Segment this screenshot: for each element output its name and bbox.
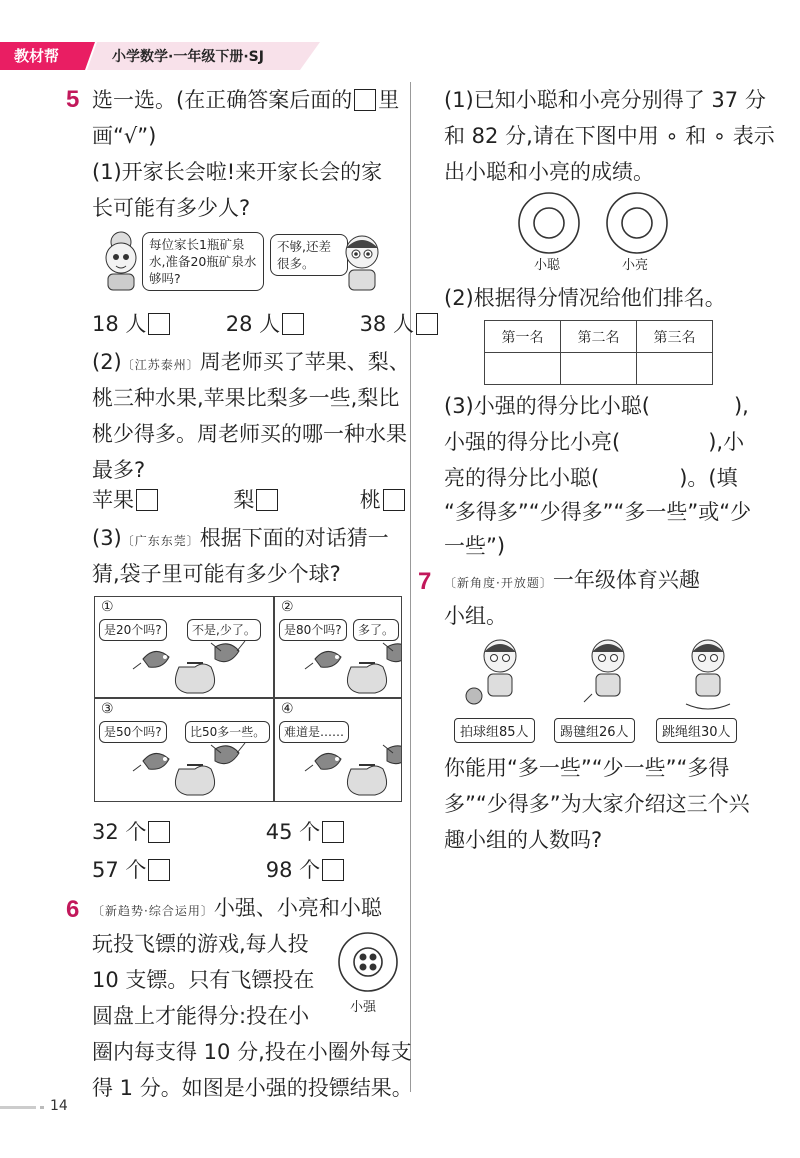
speech-bubble-child: 不够,还差很多。 [270, 234, 348, 276]
header-brand: 教材帮 [14, 47, 60, 65]
xiaocong-target [516, 190, 582, 274]
q6-r8: “多得多”“少得多”“多一些”或“少 [444, 500, 752, 524]
q5-line1: 选一选。(在正确答案后面的 [92, 88, 353, 112]
q5-p3-options-row2 [92, 852, 346, 888]
panel-4-label: ④ [281, 701, 294, 717]
rank-header-2: 第二名 [561, 321, 637, 353]
panel-3-answer: 比50多一些。 [185, 721, 270, 743]
q6-r4: (2)根据得分情况给他们排名。 [444, 286, 726, 310]
q6-r6-end: ),小 [708, 430, 745, 454]
q6-r1: (1)已知小聪和小亮分别得了 37 分 [444, 88, 766, 112]
rank-cell-2[interactable] [561, 353, 637, 385]
group-label-shuttlecock: 踢毽组26人 [554, 718, 635, 743]
checkbox-apple[interactable] [136, 489, 158, 511]
column-divider [410, 82, 411, 1092]
q5-p3-line1 [92, 520, 389, 559]
header-bar [0, 42, 320, 70]
page-number: 14 [50, 1098, 68, 1114]
checkbox-38[interactable] [416, 313, 438, 335]
q5-line2: 画“√”) [92, 124, 157, 148]
panel-3-label: ③ [101, 701, 114, 717]
option-18: 18 人 [92, 312, 147, 336]
q6-r7-text: 亮的得分比小聪( [444, 466, 600, 490]
q6-line5: 圈内每支得 10 分,投在小圈外每支 [92, 1040, 412, 1064]
q7-line4: 多”“少得多”为大家介绍这三个兴 [444, 792, 750, 816]
q6-number: 6 [66, 896, 80, 923]
q5-number: 5 [66, 86, 80, 113]
panel-2-answer: 多了。 [353, 619, 399, 641]
q5-p3-options-row1 [92, 814, 346, 850]
child-illustration [340, 232, 384, 294]
q6-text1: 小强、小亮和小聪 [213, 896, 382, 920]
checkbox-98[interactable] [322, 859, 344, 881]
q5-p1-options [92, 306, 440, 342]
panel-3-question: 是50个吗? [99, 721, 167, 743]
panel-1-question: 是20个吗? [99, 619, 167, 641]
checkbox-pear[interactable] [256, 489, 278, 511]
q6-tag: 〔新趋势·综合运用〕 [92, 904, 214, 918]
footer-line [0, 1106, 36, 1109]
q6-r9: 一些”) [444, 534, 506, 558]
rank-header-1: 第一名 [485, 321, 561, 353]
xiaoqiang-target [336, 930, 400, 1020]
dartboard-xiaocong[interactable] [516, 190, 582, 256]
q6-line1 [92, 890, 382, 929]
group-label-ball: 拍球组85人 [454, 718, 535, 743]
child-figure [340, 232, 384, 294]
dartboard-xiaoliang[interactable] [604, 190, 670, 256]
q5-p2-options [92, 482, 407, 518]
q5-line1b: 里 [378, 88, 400, 112]
rank-header-3: 第三名 [637, 321, 713, 353]
q7-line1 [444, 562, 700, 601]
speech-bubble-parent: 每位家长1瓶矿泉水,准备20瓶矿泉水够吗? [142, 232, 264, 291]
q7-text1: 一年级体育兴趣 [552, 568, 700, 592]
q5-p2-line1 [92, 344, 410, 383]
q7-number: 7 [418, 568, 432, 595]
q5-p1-line2: 长可能有多少人? [92, 196, 251, 220]
q7-line3: 你能用“多一些”“少一些”“多得 [444, 756, 730, 780]
option-32: 32 个 [92, 820, 147, 844]
q6-r3: 出小聪和小亮的成绩。 [444, 160, 654, 184]
q5-p3-line2: 猜,袋子里可能有多少个球? [92, 562, 341, 586]
q5-instruction [92, 82, 399, 118]
q6-r5 [444, 388, 749, 424]
option-28: 28 人 [225, 312, 281, 336]
option-38: 38 人 [359, 312, 414, 336]
checkbox-57[interactable] [148, 859, 170, 881]
header-series: 小学数学·一年级下册·SJ [112, 49, 264, 65]
q6-r5-text: (3)小强的得分比小聪( [444, 394, 650, 418]
q6-r7 [444, 460, 738, 496]
checkbox-28[interactable] [282, 313, 304, 335]
footer-dot [40, 1106, 44, 1109]
q5-p2-tag: 〔江苏泰州〕 [121, 358, 200, 372]
q5-p2-text1: 周老师买了苹果、梨、 [199, 350, 410, 374]
xiaoqiang-label: 小强 [350, 1000, 377, 1015]
q6-r2: 和 82 分,请在下图中用 ∘ 和 ∘ 表示 [444, 124, 775, 148]
panel-1-label: ① [101, 599, 114, 615]
q7-line2: 小组。 [444, 604, 507, 628]
rank-cell-3[interactable] [637, 353, 713, 385]
rank-cell-1[interactable] [485, 353, 561, 385]
dialogue-grid [94, 596, 402, 802]
q6-line6: 得 1 分。如图是小强的投镖结果。 [92, 1076, 413, 1100]
q7-tag: 〔新角度·开放题〕 [444, 576, 553, 590]
option-98: 98 个 [265, 858, 321, 882]
checkbox-45[interactable] [322, 821, 344, 843]
ranking-table [484, 320, 713, 385]
panel-1-answer: 不是,少了。 [187, 619, 261, 641]
checkbox-18[interactable] [148, 313, 170, 335]
q6-r5-end: ), [733, 394, 749, 418]
xiaoliang-label: 小亮 [622, 258, 649, 273]
q5-p2-line4: 最多? [92, 458, 146, 482]
checkbox-peach[interactable] [383, 489, 405, 511]
q6-r6-text: 小强的得分比小亮( [444, 430, 621, 454]
q5-p1-line1: (1)开家长会啦!来开家长会的家 [92, 160, 383, 184]
q5-p2-line2: 桃三种水果,苹果比梨多一些,梨比 [92, 386, 400, 410]
q5-p2-line3: 桃少得多。周老师买的哪一种水果 [92, 422, 407, 446]
xiaoliang-target [604, 190, 670, 274]
panel-2-label: ② [281, 599, 294, 615]
birds-and-bags-illustration [95, 597, 401, 801]
q6-line2: 玩投飞镖的游戏,每人投 [92, 932, 309, 956]
answer-box-sample [354, 89, 376, 111]
q6-line4: 圆盘上才能得分:投在小 [92, 1004, 310, 1028]
q6-r7-end: )。(填 [679, 466, 738, 490]
xiaocong-label: 小聪 [534, 258, 561, 273]
q5-p3-text1: 根据下面的对话猜一 [199, 526, 389, 550]
option-peach: 桃 [359, 488, 381, 512]
option-apple: 苹果 [92, 488, 134, 512]
q6-r6 [444, 424, 744, 460]
panel-4-question: 难道是…… [279, 721, 349, 743]
mother-illustration [96, 228, 146, 292]
panel-2-question: 是80个吗? [279, 619, 347, 641]
option-45: 45 个 [265, 820, 321, 844]
q5-p3-tag: 〔广东东莞〕 [121, 534, 200, 548]
option-57: 57 个 [92, 858, 147, 882]
checkbox-32[interactable] [148, 821, 170, 843]
group-label-rope: 跳绳组30人 [656, 718, 737, 743]
q5-p3-prefix: (3) [92, 526, 122, 550]
sports-kids-illustration [460, 634, 760, 714]
q7-line5: 趣小组的人数吗? [444, 828, 603, 852]
mother-figure [96, 228, 146, 292]
dartboard-xiaoqiang [336, 930, 400, 994]
option-pear: 梨 [233, 488, 255, 512]
q5-p2-prefix: (2) [92, 350, 122, 374]
q6-line3: 10 支镖。只有飞镖投在 [92, 968, 315, 992]
